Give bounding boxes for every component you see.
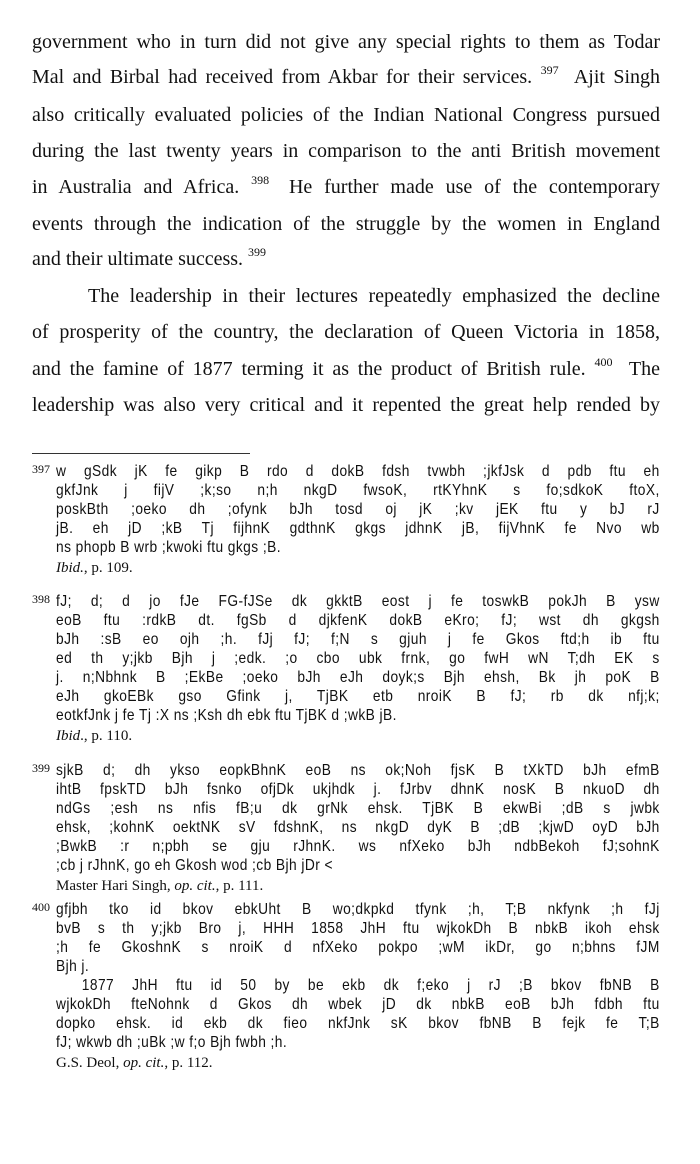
line-text: during the last twenty years in comparison to the anti British movement: [32, 140, 660, 162]
line-text: events through the indication of the struggle by the women in England: [32, 213, 660, 235]
citation-text: , p. 112.: [164, 1055, 213, 1071]
footnote-line: j. n;Nbhnk B ;EkBe ;oeko bJh eJh doyk;s Bjh ehsh, Bk jh poK B: [56, 669, 660, 686]
footnote-number: 398: [32, 592, 50, 606]
body-line: [32, 212, 660, 236]
line-text: Mal and Birbal had received from Akbar for their services.: [32, 66, 533, 88]
footnote-line: ndGs ;esh ns nfis fB;u dk grNk ehsk. TjBK B ekwBi ;dB s jwbk: [56, 800, 660, 817]
citation-text: , p. 109.: [83, 560, 133, 576]
footnote-line: jB. eh jD ;kB Tj fijhnK gdthnK gkgs jdhnK jB, fijVhnK fe Nvo wb: [56, 520, 660, 537]
footnote-line: ns phopb B wrb ;kwoki ftu gkgs ;B.: [56, 539, 281, 556]
line-text: The leadership in their lectures repeatedly emphasized the decline: [88, 285, 660, 307]
line-text: also critically evaluated policies of the Indian National Congress pursued: [32, 104, 660, 126]
citation-text: Master Hari Singh,: [56, 878, 175, 894]
body-line: [32, 139, 660, 163]
body-line: [32, 393, 660, 417]
footnote-number: 400: [32, 900, 50, 914]
footnote-line: ehsk, ;kohnK oektNK sV fdshnK, ns nkgD dyK B ;dB ;kjwD oyD bJh: [56, 819, 660, 836]
line-text: leadership was also very critical and it repented the great help rended by: [32, 394, 660, 416]
footnote-ref-397[interactable]: 397: [540, 63, 559, 77]
footnote-text: [56, 900, 660, 1073]
citation-italic: Ibid.: [56, 560, 84, 576]
footnote-line: ihtB fpskTD bJh fsnko ofjDk ukjhdk j. fJrbv dhnK nosK B nkuoD dh: [56, 781, 660, 798]
footnote-line: sjkB d; dh ykso eopkBhnK eoB ns ok;Noh fjsK B tXkTD bJh efmB: [56, 762, 660, 779]
footnote-line: w gSdk jK fe gikp B rdo d dokB fdsh tvwbh ;jkfJsk d pdb ftu eh: [56, 463, 660, 480]
footnote-line: dopko ehsk. id ekb dk fieo nkfJnk sK bkov fbNB B fejk fe T;B: [56, 1015, 660, 1032]
body-line: [32, 65, 660, 89]
footnote-number: 397: [32, 462, 50, 476]
line-text: and their ultimate success.: [32, 248, 244, 270]
footnote-ref-398[interactable]: 398: [251, 173, 270, 187]
footnote-number: 399: [32, 761, 50, 775]
footnote-line: Bjh j.: [56, 958, 90, 975]
footnote-line: gkfJnk j fijV ;k;so n;h nkgD fwsoK, rtKYhnK s fo;sdkoK ftoX,: [56, 482, 660, 499]
line-text: The: [628, 358, 661, 380]
footnote-ref-400[interactable]: 400: [594, 355, 613, 369]
citation-text: ., p. 110.: [80, 728, 133, 744]
citation-italic: op. cit.: [123, 1055, 165, 1071]
footnote-line: bJh :sB eo ojh ;h. fJj fJ; f;N s gjuh j fe Gkos ftd;h ib ftu: [56, 631, 660, 648]
footnote-line: fJ; d; d jo fJe FG-fJSe dk gkktB eost j fe toswkB pokJh B ysw: [56, 593, 660, 610]
footnote-text: [56, 592, 660, 746]
body-line: [32, 320, 660, 344]
citation-italic: op. cit.: [174, 878, 216, 894]
footnote-citation: [56, 876, 660, 896]
footnote-line: ;BwkB :r n;pbh se gju rJhnK. ws nfXeko bJh ndbBekoh fJ;sohnK: [56, 838, 660, 855]
footnote-ref-399[interactable]: 399: [248, 245, 267, 259]
footnote-line: eJh gkoEBk gso Gfink j, TjBK etb nroiK B fJ; rb dk nfj;k;: [56, 688, 660, 705]
footnote-line: wjkokDh fteNohnk d Gkos dh wbek jD dk nbkB eoB bJh fdbh ftu: [56, 996, 660, 1013]
citation-text: , p. 111.: [215, 878, 264, 894]
body-line: [32, 30, 660, 54]
footnote-line: eoB ftu :rdkB dt. fgSb d djkfenK dokB eKro; fJ; wst dh gkgsh: [56, 612, 660, 629]
footnote-line: poskBth ;oeko dh ;ofynk bJh tosd oj jK ;kv jEK ftu y bJ rJ: [56, 501, 660, 518]
footnote-line: ed th y;jkb Bjh j ;edk. ;o cbo ubk frnk, go fwH wN T;dh EK s: [56, 650, 660, 667]
footnote-text: [56, 761, 660, 896]
footnote-citation: [56, 558, 660, 578]
line-text: He further made use of the contemporary: [288, 176, 660, 198]
footnote-line: ;cb j rJhnK, go eh Gkosh wod ;cb Bjh jDr <: [56, 857, 333, 874]
footnote-line: fJ; wkwb dh ;uBk ;w f;o Bjh fwbh ;h.: [56, 1034, 288, 1051]
body-line: [32, 357, 660, 381]
line-text: government who in turn did not give any special rights to them as Todar: [32, 31, 660, 53]
footnote-citation: [56, 1053, 660, 1073]
footnote-line: ;h fe GkoshnK s nroiK d nfXeko pokpo ;wM ikDr, go n;bhns fJM: [56, 939, 660, 956]
body-line: [32, 284, 660, 308]
line-text: and the famine of 1877 terming it as the product of British rule.: [32, 358, 586, 380]
citation-text: G.S. Deol,: [56, 1055, 124, 1071]
line-text: in Australia and Africa.: [32, 176, 240, 198]
line-text: of prosperity of the country, the declaration of Queen Victoria in 1858,: [32, 321, 660, 343]
footnote-line: 1877 JhH ftu id 50 by be ekb dk f;eko j rJ ;B bkov fbNB B: [81, 977, 660, 994]
body-line: [32, 247, 660, 271]
footnote-separator: [32, 453, 250, 454]
footnote-line: gfjbh tko id bkov ebkUht B wo;dkpkd tfynk ;h, T;B nkfynk ;h fJj: [56, 901, 660, 918]
footnote-line: bvB s th y;jkb Bro j, HHH 1858 JhH ftu wjkokDh B nbkB ikoh ehsk: [56, 920, 660, 937]
body-line: [32, 175, 660, 199]
body-line: [32, 103, 660, 127]
citation-italic: Ibid: [56, 728, 81, 744]
footnote-line: eotkfJnk j fe Tj :X ns ;Ksh dh ebk ftu TjBK d ;wkB jB.: [56, 707, 397, 724]
line-text: Ajit Singh: [573, 66, 661, 88]
footnote-text: [56, 462, 660, 578]
footnote-citation: [56, 726, 660, 746]
